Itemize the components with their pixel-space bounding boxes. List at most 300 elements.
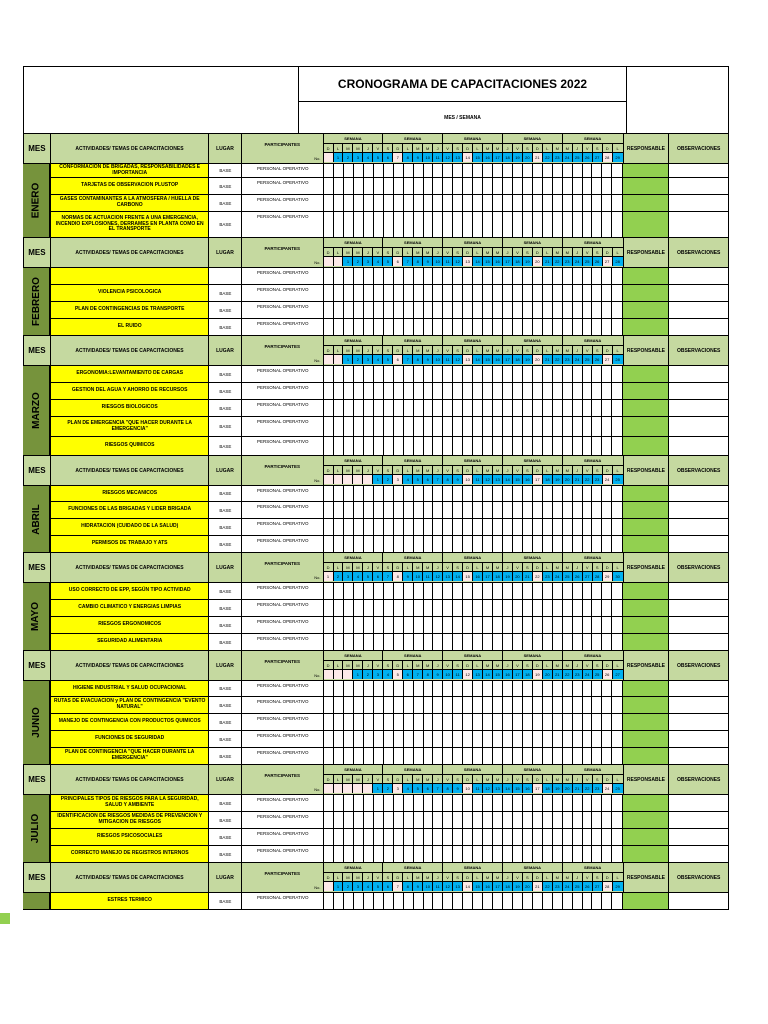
schedule-cell[interactable] [384,697,394,713]
schedule-cell[interactable] [543,795,553,811]
schedule-cell[interactable] [424,366,434,382]
schedule-cell[interactable] [394,583,404,599]
schedule-cell[interactable] [443,519,453,535]
schedule-cell[interactable] [354,366,364,382]
schedule-cell[interactable] [414,195,424,211]
schedule-cell[interactable] [563,519,573,535]
schedule-cell[interactable] [573,893,583,909]
responsable-cell[interactable] [623,417,669,437]
schedule-cell[interactable] [344,600,354,616]
schedule-cell[interactable] [573,731,583,747]
responsable-cell[interactable] [623,617,669,634]
schedule-cell[interactable] [364,178,374,194]
schedule-cell[interactable] [612,681,622,696]
schedule-cell[interactable] [354,383,364,399]
schedule-cell[interactable] [334,519,344,535]
schedule-cell[interactable] [374,417,384,436]
schedule-cell[interactable] [414,400,424,416]
schedule-cell[interactable] [493,268,503,284]
schedule-cell[interactable] [394,748,404,764]
schedule-cell[interactable] [473,681,483,696]
schedule-cell[interactable] [583,400,593,416]
schedule-cell[interactable] [394,714,404,730]
schedule-cell[interactable] [443,536,453,552]
schedule-cell[interactable] [364,714,374,730]
schedule-cell[interactable] [324,829,334,845]
observaciones-cell[interactable] [669,319,728,336]
schedule-cell[interactable] [573,302,583,318]
schedule-cell[interactable] [424,383,434,399]
schedule-cell[interactable] [364,829,374,845]
schedule-cell[interactable] [523,812,533,828]
schedule-cell[interactable] [493,846,503,862]
schedule-cell[interactable] [543,437,553,455]
schedule-cell[interactable] [583,536,593,552]
observaciones-cell[interactable] [669,178,728,195]
schedule-cell[interactable] [364,697,374,713]
schedule-cell[interactable] [424,846,434,862]
schedule-cell[interactable] [483,697,493,713]
schedule-cell[interactable] [513,634,523,650]
schedule-cell[interactable] [374,502,384,518]
schedule-cell[interactable] [523,268,533,284]
activity-name[interactable]: MANEJO DE CONTINGENCIA CON PRODUCTOS QUIMICOS [51,714,210,731]
schedule-cell[interactable] [513,268,523,284]
schedule-cell[interactable] [513,829,523,845]
schedule-cell[interactable] [384,319,394,335]
schedule-cell[interactable] [374,164,384,177]
observaciones-cell[interactable] [669,302,728,319]
schedule-cell[interactable] [573,634,583,650]
schedule-cell[interactable] [424,164,434,177]
schedule-cell[interactable] [334,383,344,399]
schedule-cell[interactable] [563,697,573,713]
schedule-cell[interactable] [602,536,612,552]
schedule-cell[interactable] [453,731,463,747]
schedule-cell[interactable] [523,285,533,301]
schedule-cell[interactable] [503,486,513,501]
schedule-cell[interactable] [503,600,513,616]
schedule-cell[interactable] [424,634,434,650]
activity-name[interactable]: RIESGOS PSICOSOCIALES [51,829,210,846]
schedule-cell[interactable] [443,417,453,436]
schedule-cell[interactable] [463,178,473,194]
schedule-cell[interactable] [463,617,473,633]
schedule-cell[interactable] [374,829,384,845]
schedule-cell[interactable] [334,697,344,713]
observaciones-cell[interactable] [669,600,728,617]
schedule-cell[interactable] [384,714,394,730]
schedule-cell[interactable] [553,302,563,318]
schedule-cell[interactable] [563,164,573,177]
schedule-cell[interactable] [493,536,503,552]
responsable-cell[interactable] [623,795,669,812]
observaciones-cell[interactable] [669,829,728,846]
schedule-cell[interactable] [543,268,553,284]
schedule-cell[interactable] [433,437,443,455]
schedule-cell[interactable] [414,302,424,318]
schedule-cell[interactable] [483,383,493,399]
schedule-cell[interactable] [463,583,473,599]
schedule-cell[interactable] [414,383,424,399]
schedule-cell[interactable] [583,268,593,284]
schedule-cell[interactable] [443,400,453,416]
schedule-cell[interactable] [364,634,374,650]
schedule-cell[interactable] [364,583,374,599]
schedule-cell[interactable] [414,319,424,335]
schedule-cell[interactable] [384,634,394,650]
schedule-cell[interactable] [453,178,463,194]
schedule-cell[interactable] [483,437,493,455]
schedule-cell[interactable] [612,400,622,416]
schedule-cell[interactable] [344,383,354,399]
schedule-cell[interactable] [503,697,513,713]
schedule-cell[interactable] [433,319,443,335]
schedule-cell[interactable] [334,486,344,501]
schedule-cell[interactable] [523,519,533,535]
schedule-cell[interactable] [374,486,384,501]
schedule-cell[interactable] [533,212,543,237]
observaciones-cell[interactable] [669,400,728,417]
schedule-cell[interactable] [543,417,553,436]
schedule-cell[interactable] [583,486,593,501]
schedule-cell[interactable] [612,536,622,552]
schedule-cell[interactable] [374,795,384,811]
schedule-cell[interactable] [344,319,354,335]
schedule-cell[interactable] [602,285,612,301]
schedule-cell[interactable] [493,519,503,535]
schedule-cell[interactable] [414,681,424,696]
schedule-cell[interactable] [553,519,563,535]
schedule-cell[interactable] [523,634,533,650]
schedule-cell[interactable] [374,681,384,696]
schedule-cell[interactable] [433,302,443,318]
schedule-cell[interactable] [503,812,513,828]
schedule-cell[interactable] [513,600,523,616]
schedule-cell[interactable] [463,731,473,747]
schedule-cell[interactable] [374,634,384,650]
schedule-cell[interactable] [543,195,553,211]
schedule-cell[interactable] [523,486,533,501]
schedule-cell[interactable] [493,795,503,811]
schedule-cell[interactable] [523,383,533,399]
schedule-cell[interactable] [344,812,354,828]
schedule-cell[interactable] [334,600,344,616]
schedule-cell[interactable] [523,714,533,730]
schedule-cell[interactable] [324,617,334,633]
schedule-cell[interactable] [424,681,434,696]
schedule-cell[interactable] [503,583,513,599]
schedule-cell[interactable] [583,748,593,764]
schedule-cell[interactable] [493,383,503,399]
observaciones-cell[interactable] [669,583,728,600]
schedule-cell[interactable] [543,366,553,382]
schedule-cell[interactable] [453,893,463,909]
activity-name[interactable]: ERGONOMIA:LEVANTAMIENTO DE CARGAS [51,366,210,383]
schedule-cell[interactable] [533,268,543,284]
schedule-cell[interactable] [573,178,583,194]
schedule-cell[interactable] [443,268,453,284]
schedule-cell[interactable] [364,536,374,552]
schedule-cell[interactable] [493,285,503,301]
schedule-cell[interactable] [473,795,483,811]
observaciones-cell[interactable] [669,519,728,536]
schedule-cell[interactable] [612,714,622,730]
responsable-cell[interactable] [623,383,669,400]
schedule-cell[interactable] [583,437,593,455]
responsable-cell[interactable] [623,285,669,302]
schedule-cell[interactable] [453,829,463,845]
schedule-cell[interactable] [533,829,543,845]
schedule-cell[interactable] [424,731,434,747]
schedule-cell[interactable] [612,437,622,455]
schedule-cell[interactable] [384,600,394,616]
schedule-cell[interactable] [354,583,364,599]
schedule-cell[interactable] [483,417,493,436]
schedule-cell[interactable] [543,681,553,696]
schedule-cell[interactable] [513,681,523,696]
schedule-cell[interactable] [583,417,593,436]
schedule-cell[interactable] [463,846,473,862]
schedule-cell[interactable] [463,812,473,828]
schedule-cell[interactable] [473,400,483,416]
schedule-cell[interactable] [503,285,513,301]
schedule-cell[interactable] [344,748,354,764]
schedule-cell[interactable] [463,634,473,650]
schedule-cell[interactable] [424,519,434,535]
schedule-cell[interactable] [612,319,622,335]
schedule-cell[interactable] [374,846,384,862]
schedule-cell[interactable] [324,502,334,518]
schedule-cell[interactable] [394,519,404,535]
schedule-cell[interactable] [602,893,612,909]
schedule-cell[interactable] [453,486,463,501]
activity-name[interactable]: CAMBIO CLIMATICO Y ENERGIAS LIMPIAS [51,600,210,617]
schedule-cell[interactable] [573,748,583,764]
schedule-cell[interactable] [463,600,473,616]
schedule-cell[interactable] [324,600,334,616]
activity-name[interactable]: RIESGOS BIOLOGICOS [51,400,210,417]
schedule-cell[interactable] [553,417,563,436]
schedule-cell[interactable] [473,502,483,518]
schedule-cell[interactable] [503,212,513,237]
schedule-cell[interactable] [573,164,583,177]
schedule-cell[interactable] [354,302,364,318]
schedule-cell[interactable] [334,536,344,552]
schedule-cell[interactable] [364,846,374,862]
schedule-cell[interactable] [344,302,354,318]
schedule-cell[interactable] [394,285,404,301]
schedule-cell[interactable] [324,893,334,909]
schedule-cell[interactable] [433,617,443,633]
schedule-cell[interactable] [374,731,384,747]
observaciones-cell[interactable] [669,383,728,400]
observaciones-cell[interactable] [669,164,728,178]
schedule-cell[interactable] [374,268,384,284]
schedule-cell[interactable] [592,634,602,650]
schedule-cell[interactable] [463,195,473,211]
observaciones-cell[interactable] [669,268,728,285]
schedule-cell[interactable] [583,195,593,211]
schedule-cell[interactable] [493,812,503,828]
schedule-cell[interactable] [433,285,443,301]
schedule-cell[interactable] [553,178,563,194]
schedule-cell[interactable] [483,400,493,416]
schedule-cell[interactable] [424,748,434,764]
schedule-cell[interactable] [503,714,513,730]
schedule-cell[interactable] [364,437,374,455]
schedule-cell[interactable] [523,319,533,335]
schedule-cell[interactable] [553,748,563,764]
schedule-cell[interactable] [414,846,424,862]
schedule-cell[interactable] [394,268,404,284]
schedule-cell[interactable] [563,366,573,382]
schedule-cell[interactable] [493,748,503,764]
schedule-cell[interactable] [503,795,513,811]
activity-name[interactable] [51,268,210,285]
schedule-cell[interactable] [573,829,583,845]
schedule-cell[interactable] [374,383,384,399]
schedule-cell[interactable] [503,536,513,552]
schedule-cell[interactable] [543,164,553,177]
schedule-cell[interactable] [334,748,344,764]
schedule-cell[interactable] [612,697,622,713]
schedule-cell[interactable] [433,697,443,713]
schedule-cell[interactable] [483,302,493,318]
schedule-cell[interactable] [612,731,622,747]
schedule-cell[interactable] [612,748,622,764]
schedule-cell[interactable] [563,486,573,501]
schedule-cell[interactable] [583,212,593,237]
schedule-cell[interactable] [553,795,563,811]
schedule-cell[interactable] [592,164,602,177]
schedule-cell[interactable] [612,178,622,194]
schedule-cell[interactable] [483,519,493,535]
schedule-cell[interactable] [433,795,443,811]
schedule-cell[interactable] [443,383,453,399]
schedule-cell[interactable] [503,519,513,535]
schedule-cell[interactable] [463,417,473,436]
schedule-cell[interactable] [533,285,543,301]
schedule-cell[interactable] [334,366,344,382]
schedule-cell[interactable] [424,195,434,211]
schedule-cell[interactable] [513,583,523,599]
schedule-cell[interactable] [364,519,374,535]
schedule-cell[interactable] [354,681,364,696]
schedule-cell[interactable] [493,366,503,382]
schedule-cell[interactable] [523,164,533,177]
schedule-cell[interactable] [374,583,384,599]
activity-name[interactable]: CORRECTO MANEJO DE REGISTROS INTERNOS [51,846,210,863]
schedule-cell[interactable] [563,583,573,599]
schedule-cell[interactable] [563,195,573,211]
schedule-cell[interactable] [503,417,513,436]
responsable-cell[interactable] [623,164,669,178]
observaciones-cell[interactable] [669,486,728,502]
schedule-cell[interactable] [583,714,593,730]
schedule-cell[interactable] [344,178,354,194]
schedule-cell[interactable] [404,195,414,211]
schedule-cell[interactable] [443,319,453,335]
schedule-cell[interactable] [543,812,553,828]
schedule-cell[interactable] [592,178,602,194]
schedule-cell[interactable] [583,366,593,382]
schedule-cell[interactable] [543,697,553,713]
schedule-cell[interactable] [324,400,334,416]
schedule-cell[interactable] [443,285,453,301]
schedule-cell[interactable] [583,846,593,862]
activity-name[interactable]: GESTION DEL AGUA Y AHORRO DE RECURSOS [51,383,210,400]
schedule-cell[interactable] [404,437,414,455]
schedule-cell[interactable] [473,195,483,211]
schedule-cell[interactable] [324,212,334,237]
schedule-cell[interactable] [433,400,443,416]
schedule-cell[interactable] [453,319,463,335]
schedule-cell[interactable] [533,795,543,811]
schedule-cell[interactable] [394,634,404,650]
schedule-cell[interactable] [374,812,384,828]
schedule-cell[interactable] [324,795,334,811]
schedule-cell[interactable] [523,302,533,318]
schedule-cell[interactable] [394,697,404,713]
responsable-cell[interactable] [623,536,669,553]
schedule-cell[interactable] [602,502,612,518]
schedule-cell[interactable] [602,178,612,194]
schedule-cell[interactable] [592,268,602,284]
responsable-cell[interactable] [623,400,669,417]
schedule-cell[interactable] [513,437,523,455]
schedule-cell[interactable] [592,285,602,301]
schedule-cell[interactable] [483,812,493,828]
schedule-cell[interactable] [334,617,344,633]
schedule-cell[interactable] [573,536,583,552]
schedule-cell[interactable] [573,681,583,696]
schedule-cell[interactable] [493,829,503,845]
schedule-cell[interactable] [404,714,414,730]
schedule-cell[interactable] [473,893,483,909]
schedule-cell[interactable] [493,697,503,713]
activity-name[interactable]: TARJETAS DE OBSERVACION PLUSTOP [51,178,210,195]
schedule-cell[interactable] [612,366,622,382]
observaciones-cell[interactable] [669,714,728,731]
schedule-cell[interactable] [394,795,404,811]
schedule-cell[interactable] [364,417,374,436]
schedule-cell[interactable] [453,437,463,455]
schedule-cell[interactable] [533,846,543,862]
schedule-cell[interactable] [533,319,543,335]
schedule-cell[interactable] [543,400,553,416]
schedule-cell[interactable] [523,437,533,455]
schedule-cell[interactable] [602,846,612,862]
schedule-cell[interactable] [433,417,443,436]
schedule-cell[interactable] [513,502,523,518]
schedule-cell[interactable] [513,812,523,828]
schedule-cell[interactable] [473,714,483,730]
schedule-cell[interactable] [424,285,434,301]
schedule-cell[interactable] [583,617,593,633]
schedule-cell[interactable] [404,731,414,747]
schedule-cell[interactable] [394,164,404,177]
schedule-cell[interactable] [553,366,563,382]
activity-name[interactable]: PLAN DE CONTINGENCIA "QUE HACER DURANTE LA EMERGENCIA" [51,748,210,765]
responsable-cell[interactable] [623,812,669,829]
schedule-cell[interactable] [414,212,424,237]
schedule-cell[interactable] [334,714,344,730]
schedule-cell[interactable] [493,714,503,730]
schedule-cell[interactable] [513,302,523,318]
schedule-cell[interactable] [503,195,513,211]
schedule-cell[interactable] [583,319,593,335]
